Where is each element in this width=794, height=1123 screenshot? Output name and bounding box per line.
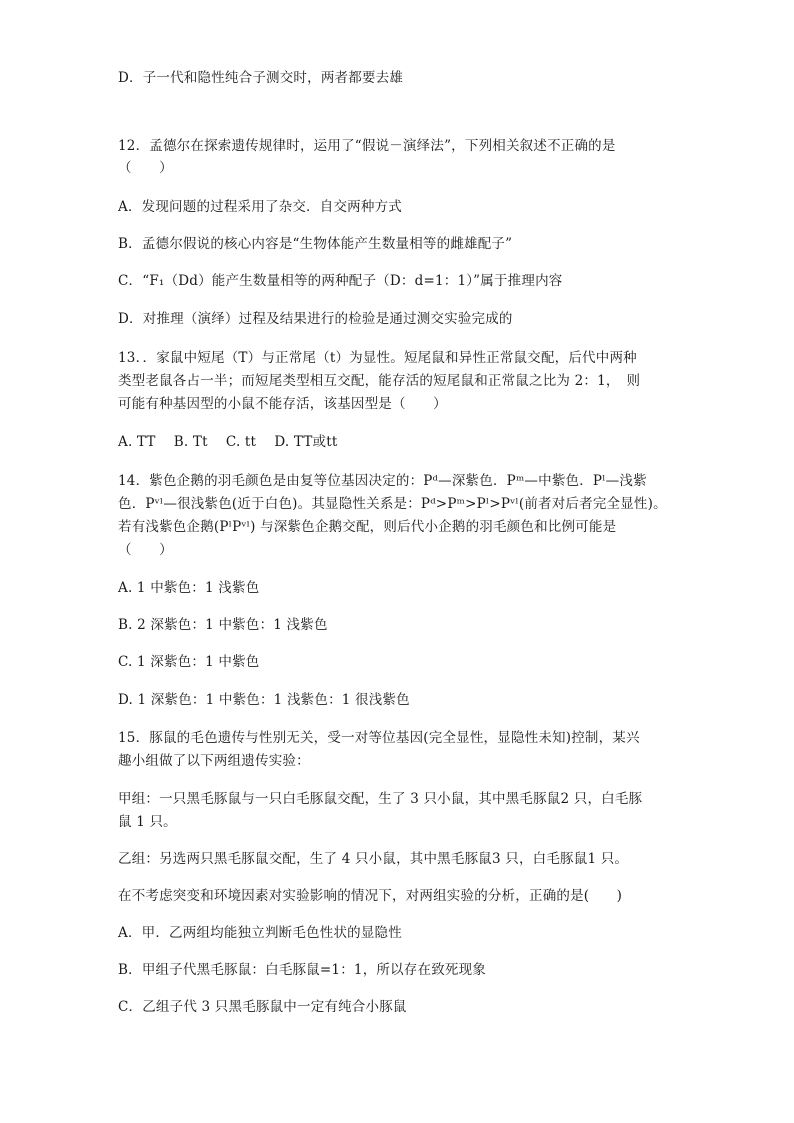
question-12-blank: （ ） xyxy=(118,160,173,176)
option-11-d: D．子一代和隐性纯合子测交时，两者都要去雄 xyxy=(118,70,404,86)
question-14-blank: （ ） xyxy=(118,542,173,558)
question-12-stem: 12．孟德尔在探索遗传规律时，运用了“假说－演绎法”，下列相关叙述不正确的是 xyxy=(118,138,616,154)
option-15-a: A．甲．乙两组均能独立判断毛色性状的显隐性 xyxy=(118,925,402,941)
question-13-stem-1: 13．．家鼠中短尾（T）与正常尾（t）为显性。短尾鼠和异性正常鼠交配，后代中两种 xyxy=(118,350,637,366)
option-15-b: B．甲组子代黑毛豚鼠：白毛豚鼠=1：1，所以存在致死现象 xyxy=(118,962,487,978)
option-12-a: A．发现问题的过程采用了杂交．自交两种方式 xyxy=(118,199,402,215)
question-15-group-a-1: 甲组：一只黑毛豚鼠与一只白毛豚鼠交配，生了 3 只小鼠，其中黑毛豚鼠2 只，白毛豚 xyxy=(118,791,643,807)
option-14-b: B. 2 深紫色：1 中紫色：1 浅紫色 xyxy=(118,617,328,633)
question-15-stem-2: 趣小组做了以下两组遗传实验： xyxy=(118,753,310,769)
option-14-d: D. 1 深紫色：1 中紫色：1 浅紫色：1 很浅紫色 xyxy=(118,692,410,708)
question-13-options: A. TT B. Tt C. tt D. TT或tt xyxy=(118,434,338,450)
question-13-stem-2: 类型老鼠各占一半；而短尾类型相互交配，能存活的短尾鼠和正常鼠之比为 2：1， 则 xyxy=(118,373,641,389)
question-15-group-b: 乙组：另选两只黑毛豚鼠交配，生了 4 只小鼠，其中黑毛豚鼠3 只，白毛豚鼠1 只。 xyxy=(118,851,629,867)
question-15-group-a-2: 鼠 1 只。 xyxy=(118,814,177,830)
option-12-d: D．对推理（演绎）过程及结果进行的检验是通过测交实验完成的 xyxy=(118,311,513,327)
question-15-stem-1: 15．豚鼠的毛色遗传与性别无关，受一对等位基因(完全显性，显隐性未知)控制，某兴 xyxy=(118,730,640,746)
question-13-stem-3: 可能有种基因型的小鼠不能存活，该基因型是（ ） xyxy=(118,396,447,412)
question-14-stem-2: 色．Pᵛˡ—很浅紫色(近于白色)。其显隐性关系是：Pᵈ>Pᵐ>Pˡ>Pᵛˡ(前者对后者完全显性)。 xyxy=(118,496,667,512)
option-12-b: B．孟德尔假说的核心内容是“生物体能产生数量相等的雌雄配子” xyxy=(118,236,513,252)
question-14-stem-1: 14．紫色企鹅的羽毛颜色是由复等位基因决定的：Pᵈ—深紫色．Pᵐ—中紫色．Pˡ—浅紫 xyxy=(118,473,647,489)
option-14-c: C. 1 深紫色：1 中紫色 xyxy=(118,654,260,670)
option-12-c: C．“F₁（Dd）能产生数量相等的两种配子（D：d=1：1）”属于推理内容 xyxy=(118,273,563,289)
question-15-prompt: 在不考虑突变和环境因素对实验影响的情况下，对两组实验的分析，正确的是( ) xyxy=(118,888,623,904)
question-14-stem-3: 若有浅紫色企鹅(PˡPᵛˡ) 与深紫色企鹅交配，则后代小企鹅的羽毛颜色和比例可能是 xyxy=(118,519,617,535)
option-14-a: A. 1 中紫色：1 浅紫色 xyxy=(118,580,260,596)
option-15-c: C．乙组子代 3 只黑毛豚鼠中一定有纯合小豚鼠 xyxy=(118,999,407,1015)
